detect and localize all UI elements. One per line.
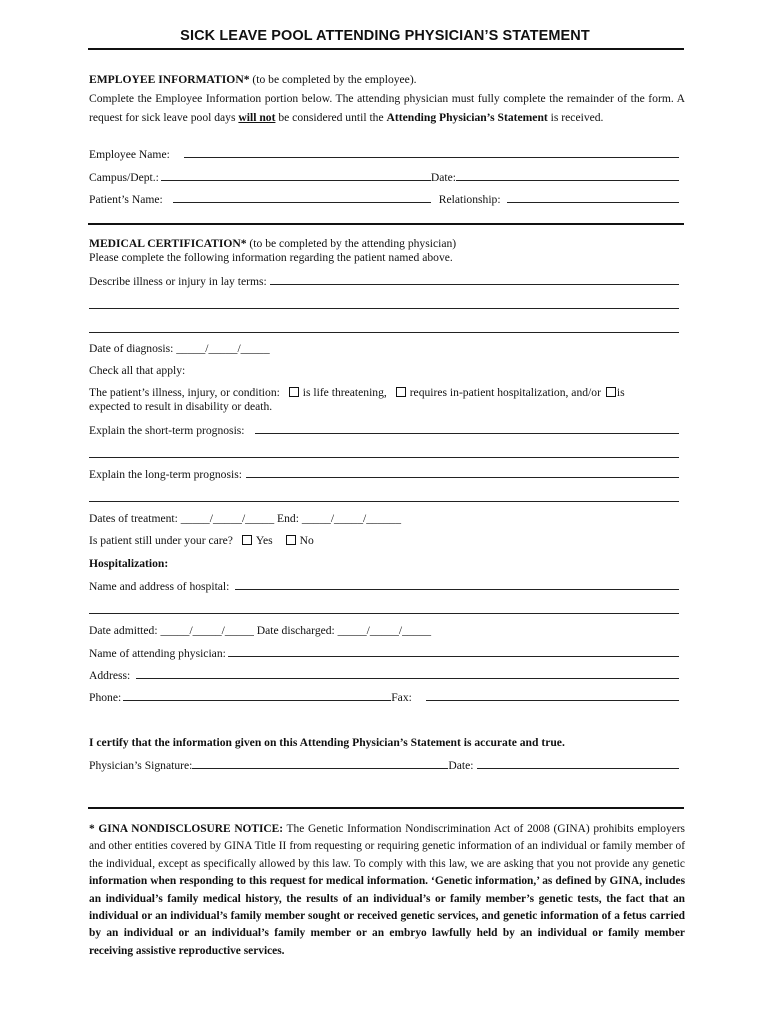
long-prognosis-line-2[interactable] <box>89 501 679 502</box>
employee-name-field[interactable] <box>184 147 679 158</box>
title-rule <box>88 48 684 50</box>
life-threatening-checkbox[interactable] <box>289 387 299 397</box>
gina-notice <box>89 821 685 960</box>
section-rule <box>88 223 684 225</box>
attending-label: Name of attending physician: <box>89 647 226 660</box>
employee-heading: EMPLOYEE INFORMATION* <box>89 73 250 86</box>
admitted-discharged[interactable]: Date admitted: _____/_____/_____ Date discharged: _____/_____/_____ <box>89 624 432 637</box>
form-title: SICK LEAVE POOL ATTENDING PHYSICIAN’S STATEMENT <box>180 28 590 44</box>
phone-fax-row <box>89 690 679 705</box>
life-threatening-label: is life threatening, <box>302 386 387 399</box>
medical-heading-note: (to be completed by the attending physician) <box>246 237 457 250</box>
care-yes-label: Yes <box>255 534 273 547</box>
signature-row <box>89 758 679 773</box>
patient-name-label: Patient’s Name: <box>89 193 163 206</box>
address-row <box>89 668 679 683</box>
phone-field[interactable] <box>123 690 391 701</box>
employee-name-label: Employee Name: <box>89 148 170 161</box>
disability-label-a: is <box>616 386 625 399</box>
short-prognosis-field[interactable] <box>255 423 679 434</box>
hospital-row <box>89 579 679 594</box>
employee-heading-note: (to be completed by the employee). <box>249 73 417 86</box>
check-all-label: Check all that apply: <box>89 364 186 377</box>
signature-date-label: Date: <box>448 759 474 772</box>
condition-row <box>89 386 679 400</box>
employee-instructions: Complete the Employee Information portion below. The attending physician must fully complete the remainder of the form. A request for sick leave pool days <box>89 92 685 124</box>
fax-label: Fax: <box>391 691 412 704</box>
describe-line-2[interactable] <box>89 308 679 309</box>
fax-field[interactable] <box>426 690 679 701</box>
long-prognosis-row <box>89 467 679 482</box>
relationship-label: Relationship: <box>438 193 501 206</box>
gina-notice-text: The Genetic Information Nondiscrimination Act of 2008 (GINA) prohibits employers and other entities covered by GINA Title II from requesting or requiring genetic information of an individual or family member of the individual, except as specifically allowed by this law. To comply with this law, we are asking that you not provide any genetic <box>89 823 685 870</box>
employee-instructions-c: is received. <box>547 111 604 124</box>
inpatient-label: requires in-patient hospitalization, and/or <box>409 386 601 399</box>
medical-heading: MEDICAL CERTIFICATION* <box>89 237 247 250</box>
employee-instructions-b: be considered until the <box>275 111 387 124</box>
relationship-field[interactable] <box>507 192 679 203</box>
signature-label: Physician’s Signature: <box>89 759 193 772</box>
treatment-dates[interactable]: Dates of treatment: _____/_____/_____ End: _____/_____/______ <box>89 512 402 525</box>
long-prognosis-label: Explain the long-term prognosis: <box>89 468 242 481</box>
phone-label: Phone: <box>89 691 122 704</box>
gina-notice-lead: * GINA NONDISCLOSURE NOTICE: <box>89 823 284 835</box>
describe-field[interactable] <box>270 274 679 285</box>
notice-rule <box>88 807 684 809</box>
hospital-field[interactable] <box>235 579 679 590</box>
statement-emphasis: Attending Physician’s Statement <box>386 111 548 124</box>
describe-line-3[interactable] <box>89 332 679 333</box>
will-not-emphasis: will not <box>238 111 276 124</box>
care-no-label: No <box>299 534 314 547</box>
date-field[interactable] <box>456 170 679 181</box>
medical-instructions: Please complete the following information regarding the patient named above. <box>89 251 453 264</box>
describe-row <box>89 274 679 289</box>
certify-statement: I certify that the information given on this Attending Physician’s Statement is accurate and true. <box>89 736 565 749</box>
care-row <box>89 534 679 548</box>
care-no-checkbox[interactable] <box>286 535 296 545</box>
medical-heading-line <box>89 237 679 251</box>
address-label: Address: <box>89 669 131 682</box>
patient-name-field[interactable] <box>173 192 431 203</box>
campus-date-row <box>89 170 679 185</box>
date-label: Date: <box>430 171 456 184</box>
diagnosis-date[interactable]: Date of diagnosis: _____/_____/_____ <box>89 342 270 355</box>
campus-field[interactable] <box>161 170 431 181</box>
short-prognosis-row <box>89 423 679 438</box>
care-label: Is patient still under your care? <box>89 534 233 547</box>
disability-checkbox[interactable] <box>606 387 616 397</box>
gina-notice-bold: information when responding to this request for medical information. ‘Genetic information,’ as defined by GINA, includes an individual’s family medical history, the results of an individual’s or family member’s genetic tests, the fact that an individual or an individual’s family member sought or received genetic services, and genetic information of a fetus carried by an individual or an individual’s family member or an embryo lawfully held by an individual or family member receiving assistive reproductive services. <box>89 875 685 957</box>
address-field[interactable] <box>136 668 679 679</box>
patient-row <box>89 192 679 207</box>
attending-field[interactable] <box>228 646 679 657</box>
campus-label: Campus/Dept.: <box>89 171 159 184</box>
inpatient-checkbox[interactable] <box>396 387 406 397</box>
hospitalization-heading: Hospitalization: <box>89 557 169 570</box>
condition-intro: The patient’s illness, injury, or condition: <box>89 386 280 399</box>
hospital-line-2[interactable] <box>89 613 679 614</box>
care-yes-checkbox[interactable] <box>242 535 252 545</box>
employee-name-row <box>89 147 679 162</box>
signature-date-field[interactable] <box>477 758 679 769</box>
describe-label: Describe illness or injury in lay terms: <box>89 275 267 288</box>
signature-field[interactable] <box>192 758 448 769</box>
disability-label-b: expected to result in disability or death. <box>89 400 273 413</box>
short-prognosis-line-2[interactable] <box>89 457 679 458</box>
short-prognosis-label: Explain the short-term prognosis: <box>89 424 245 437</box>
hospital-label: Name and address of hospital: <box>89 580 230 593</box>
long-prognosis-field[interactable] <box>246 467 679 478</box>
attending-row <box>89 646 679 661</box>
employee-section-intro <box>89 70 685 127</box>
